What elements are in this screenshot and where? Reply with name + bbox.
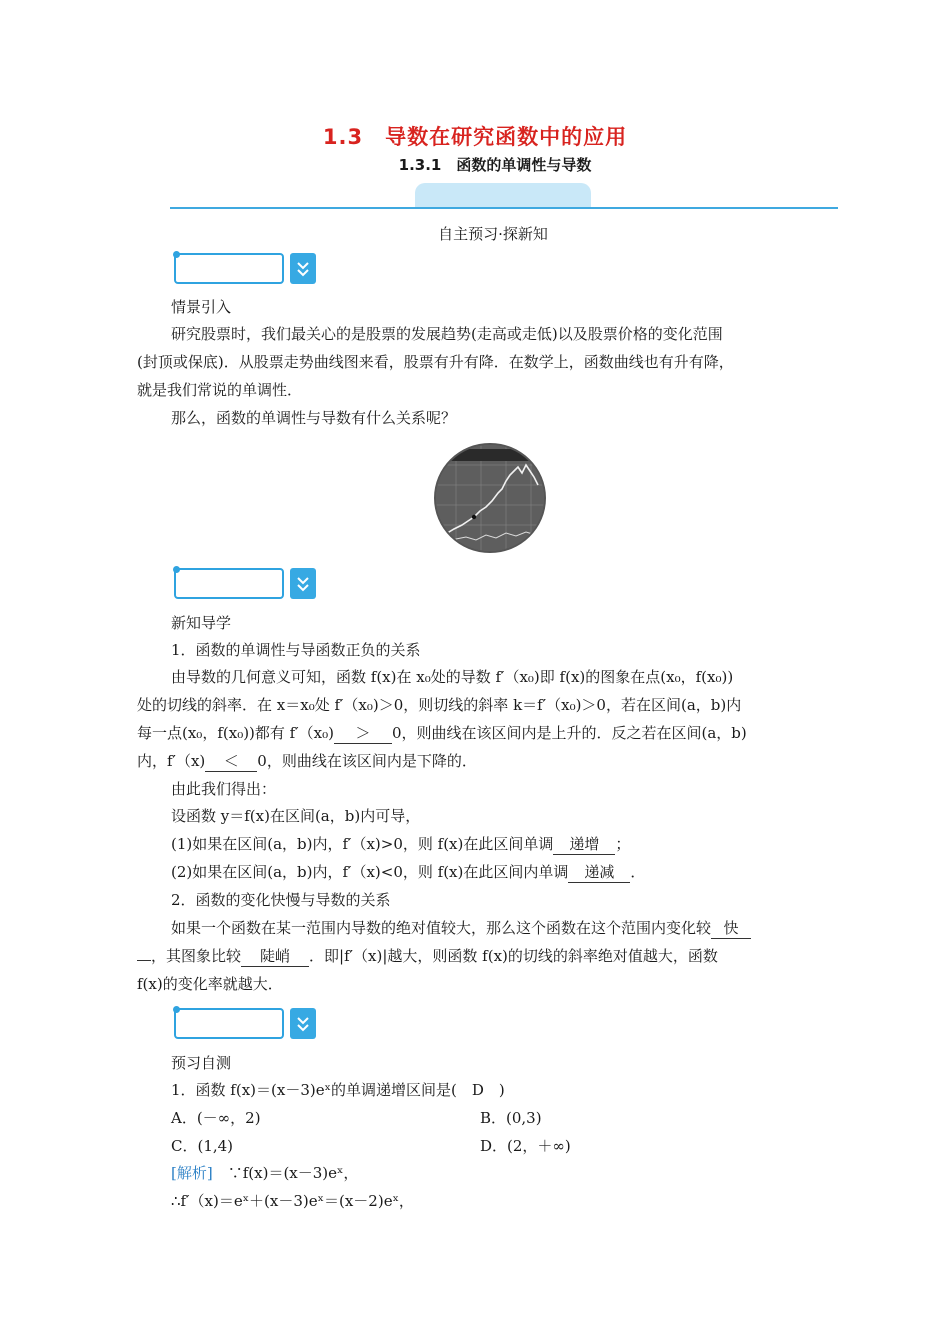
header-rule (170, 207, 838, 209)
option-d: D．(2，＋∞) (480, 1137, 571, 1155)
option-a: A．(－∞，2) (171, 1109, 261, 1127)
newknow-p5a: (2)如果在区间(a，b)内，f′（x)<0，则 f(x)在此区间内单调 (171, 863, 569, 881)
analysis-tag: [解析] (171, 1164, 213, 1182)
newknow-p4a: (1)如果在区间(a，b)内，f′（x)>0，则 f(x)在此区间单调 (171, 835, 554, 853)
newknow-q1a: 如果一个函数在某一范围内导数的绝对值较大，那么这个函数在这个范围内变化较 (171, 919, 712, 937)
option-c: C．(1,4) (171, 1137, 234, 1155)
blank-fast: 快 (711, 917, 751, 939)
newknow-p4b: ； (615, 835, 631, 853)
analysis-text1: ∵f(x)＝(x－3)eˣ， (227, 1164, 359, 1182)
label-dot (173, 1006, 180, 1013)
newknow-h2: 2．函数的变化快慢与导数的关系 (171, 891, 391, 909)
newknow-h1: 1．函数的单调性与导函数正负的关系 (171, 641, 421, 659)
page-title: 1.3 导数在研究函数中的应用 (322, 125, 628, 149)
newknow-p1-line3 (137, 722, 747, 744)
label-dot (173, 251, 180, 258)
label-dot (173, 566, 180, 573)
blank-steep: 陡峭 (241, 945, 309, 967)
newknow-p1-line3b: 0，则曲线在该区间内是上升的．反之若在区间(a，b) (391, 724, 747, 742)
page-subtitle: 1.3.1 函数的单调性与导数 (398, 156, 592, 174)
newknow-p1-line3a: 每一点(x₀，f(x₀))都有 f′（x₀) (137, 724, 334, 742)
newknow-q2a: ，其图象比较 (151, 947, 242, 965)
option-b: B．(0,3) (480, 1109, 542, 1127)
blank-less: ＜ (205, 750, 257, 772)
double-chevron-down-icon (290, 253, 316, 284)
newknow-p3: 设函数 y＝f(x)在区间(a，b)内可导， (171, 807, 421, 825)
label-box-1 (174, 253, 284, 284)
intro-para1-line1: 研究股票时，我们最关心的是股票的发展趋势(走高或走低)以及股票价格的变化范围 (171, 325, 723, 343)
intro-para2: 那么，函数的单调性与导数有什么关系呢？ (171, 409, 457, 427)
newknow-p2: 由此我们得出： (171, 780, 277, 798)
intro-para1-line2: (封顶或保底)．从股票走势曲线图来看，股票有升有降．在数学上，函数曲线也有升有降， (137, 353, 734, 371)
newknow-q1 (171, 917, 751, 939)
section-heading: 自主预习·探新知 (438, 225, 548, 243)
newknow-p1-line4a: 内，f′（x) (137, 752, 206, 770)
double-chevron-down-icon (290, 1008, 316, 1039)
newknow-heading: 新知导学 (171, 614, 232, 632)
blank-decreasing: 递减 (568, 861, 630, 883)
newknow-p1-line4 (137, 750, 477, 772)
newknow-q3: f(x)的变化率就越大． (137, 975, 283, 993)
newknow-p1-line4b: 0，则曲线在该区间内是下降的． (257, 752, 477, 770)
stock-chart-image (434, 443, 546, 553)
newknow-p1-line2: 处的切线的斜率．在 x＝x₀处 f′（x₀)＞0，则切线的斜率 k＝f′（x₀)＞0，若在区间(a，b)内 (137, 696, 742, 714)
newknow-p4 (171, 833, 630, 855)
header-tab-decoration (415, 183, 591, 208)
newknow-q2 (137, 945, 718, 967)
newknow-p5b: ． (630, 863, 646, 881)
selftest-question: 1．函数 f(x)＝(x－3)eˣ的单调递增区间是( D ) (171, 1081, 505, 1099)
analysis-line1 (171, 1162, 358, 1183)
blank-greater: ＞ (334, 722, 392, 744)
double-chevron-down-icon (290, 568, 316, 599)
label-box-3 (174, 1008, 284, 1039)
newknow-p1-line1: 由导数的几何意义可知，函数 f(x)在 x₀处的导数 f′（x₀)即 f(x)的图象在点(x₀，f(x₀)) (171, 668, 734, 686)
newknow-p5 (171, 861, 645, 883)
analysis-line2: ∴f′（x)＝eˣ＋(x－3)eˣ＝(x－2)eˣ， (171, 1192, 414, 1210)
newknow-q2b: ．即|f′（x)|越大，则函数 f(x)的切线的斜率绝对值越大，函数 (309, 947, 718, 965)
blank-increasing: 递增 (553, 833, 615, 855)
label-box-2 (174, 568, 284, 599)
selftest-heading: 预习自测 (171, 1054, 232, 1072)
intro-heading: 情景引入 (171, 298, 232, 316)
intro-para1-line3: 就是我们常说的单调性． (137, 381, 303, 399)
